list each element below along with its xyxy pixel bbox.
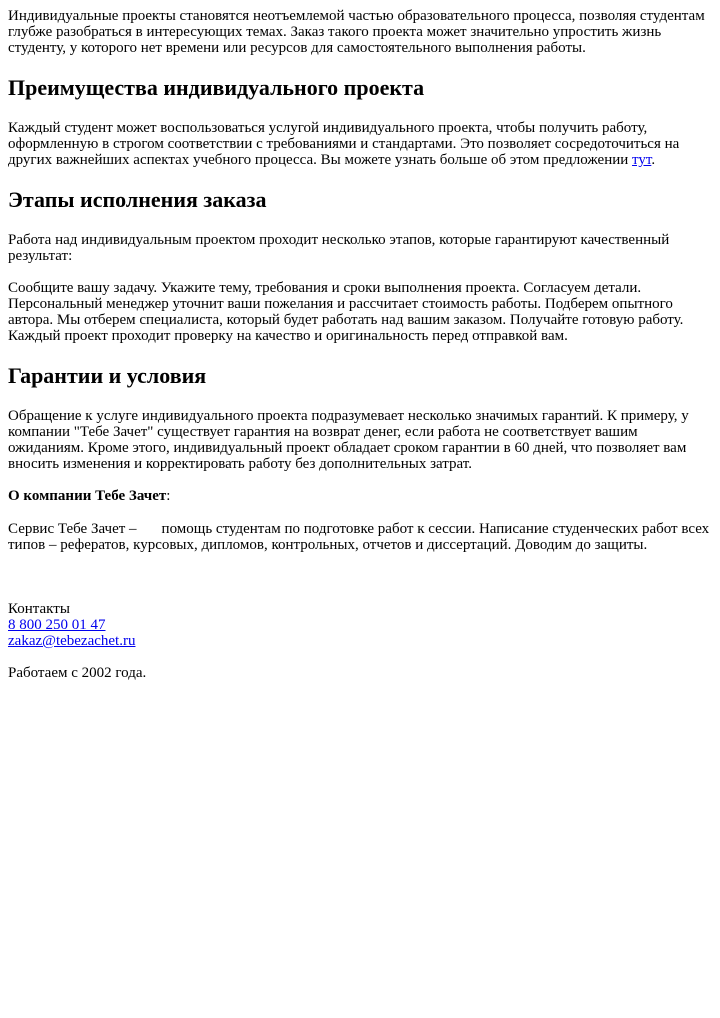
about-label-line: [8, 488, 712, 504]
since-text: Работаем с 2002 года.: [8, 665, 147, 681]
about-colon: :: [166, 488, 171, 504]
more-info-link[interactable]: тут: [632, 152, 652, 168]
stages-lead: Работа над индивидуальным проектом проходит несколько этапов, которые гарантируют качественный результат:: [8, 232, 670, 264]
about-service-text: помощь студентам по подготовке работ к сессии. Написание студенческих работ всех типов – рефератов, курсовых, дипломов, контрольных, отчетов и диссертаций. Доводим до защиты.: [8, 521, 710, 553]
contacts-label: Контакты: [8, 601, 70, 617]
heading-guarantees: Гарантии и условия: [8, 363, 207, 388]
contacts-email-line: [8, 633, 712, 649]
about-paragraph: [8, 521, 712, 553]
guarantees-paragraph: Обращение к услуге индивидуального проекта подразумевает несколько значимых гарантий. К примеру, у компании "Тебе Зачет" существует гарантия на возврат денег, если работа не соответствует вашим ожиданиям. Кроме этого, индивидуальный проект обладает сроком гарантии в 60 дней, что позволяет вам вносить изменения и корректировать работу без дополнительных затрат.: [8, 408, 689, 472]
advantages-text-end: .: [651, 152, 656, 168]
about-label: О компании Тебе Зачет: [8, 488, 167, 504]
heading-advantages: Преимущества индивидуального проекта: [8, 75, 425, 100]
intro-paragraph: Индивидуальные проекты становятся неотъемлемой частью образовательного процесса, позволяя студентам глубже разобраться в интересующих темах. Заказ такого проекта может значительно упростить жизнь студенту, у которого нет времени или ресурсов для самостоятельного выполнения работы.: [8, 8, 705, 56]
phone-link[interactable]: 8 800 250 01 47: [8, 617, 106, 633]
contacts-phone-line: [8, 617, 712, 633]
about-service-name: Сервис Тебе Зачет –: [8, 521, 137, 537]
advantages-text: Каждый студент может воспользоваться услугой индивидуального проекта, чтобы получить работу, оформленную в строгом соответствии с требованиями и стандартами. Это позволяет сосредоточиться на других важнейших аспектах учебного процесса. Вы можете узнать больше об этом предложении: [8, 120, 680, 168]
advantages-paragraph: [8, 120, 712, 168]
heading-stages: Этапы исполнения заказа: [8, 187, 267, 212]
email-link[interactable]: zakaz@tebezachet.ru: [8, 633, 136, 649]
stages-paragraph: Сообщите вашу задачу. Укажите тему, требования и сроки выполнения проекта. Согласуем детали. Персональный менеджер уточнит ваши пожелания и рассчитает стоимость работы. Подберем опытного автора. Мы отберем специалиста, который будет работать над вашим заказом. Получайте готовую работу. Каждый проект проходит проверку на качество и оригинальность перед отправкой вам.: [8, 280, 684, 344]
